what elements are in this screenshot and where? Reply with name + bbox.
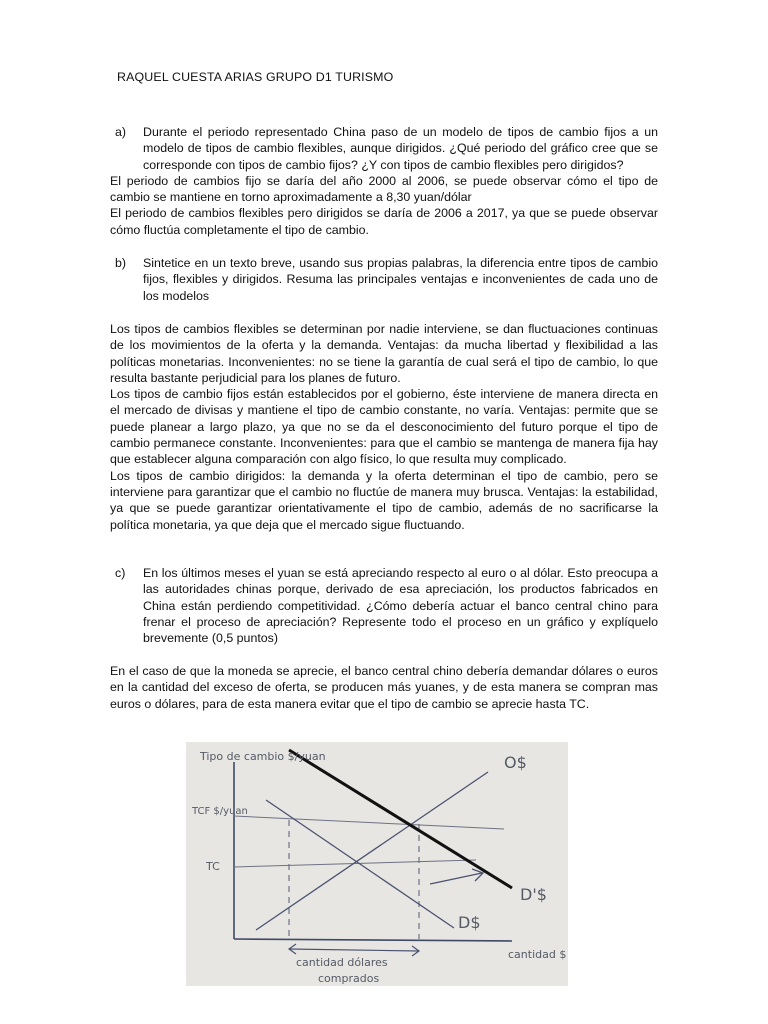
question-a <box>110 124 658 173</box>
answer-a-paragraph-2: El periodo de cambios flexibles pero dirigidos se daría de 2006 a 2017, ya que se puede observar cómo fluctúa completamente el tipo de cambio. <box>110 206 658 237</box>
demand-new-label: D'$ <box>520 885 547 904</box>
question-c <box>110 565 658 646</box>
section-a <box>110 124 658 238</box>
bracket-label-line-1: cantidad dólares <box>296 956 388 969</box>
section-c-answer <box>110 663 658 712</box>
x-axis-label: cantidad $ <box>508 948 567 961</box>
demand-label: D$ <box>458 913 481 932</box>
shift-arrow <box>430 873 482 884</box>
supply-label: O$ <box>504 753 527 772</box>
demand-curve <box>266 800 454 928</box>
question-b-marker: b) <box>115 256 127 270</box>
tcf-line <box>234 816 504 829</box>
demand-curve-new <box>289 750 512 888</box>
hand-drawn-graph-photo <box>186 742 568 986</box>
answer-b-paragraph-1: Los tipos de cambios flexibles se determinan por nadie interviene, se dan fluctuaciones continuas de los movimientos de la oferta y la demanda. Ventajas: da mucha libertad y flexibilidad a las políticas monetarias. Inconvenientes: no se tiene la garantía de cual será el tipo de cambio, lo que resulta bastante perjudicial para los planes de futuro. <box>110 322 658 385</box>
answer-a-paragraph-1: El periodo de cambios fijo se daría del año 2000 al 2006, se puede observar cómo el tipo de cambio se mantiene en torno aproximadamente a 8,30 yuan/dólar <box>110 173 658 205</box>
bracket-label-line-2: comprados <box>318 972 380 985</box>
y-axis-label: Tipo de cambio $/yuan <box>200 750 326 763</box>
supply-demand-sketch <box>186 742 568 986</box>
bracket-arrow <box>289 949 419 951</box>
section-c <box>110 565 658 646</box>
question-c-text: En los últimos meses el yuan se está apreciando respecto al euro o al dólar. Esto preocupa a las autoridades chinas porque, derivado de esa apreciación, los productos fabricados en China están perdiendo competitividad. ¿Cómo debería actuar el banco central chino para frenar el proceso de apreciación? Represente todo el proceso en un gráfico y explíquelo brevemente (0,5 puntos) <box>143 566 658 646</box>
answer-b-paragraph-2: Los tipos de cambio fijos están establecidos por el gobierno, éste interviene de manera directa en el mercado de divisas y mantiene el tipo de cambio constante, no varía. Ventajas: permite que se puede planear a largo plazo, ya que no se da el desconocimiento del futuro porque el tipo de cambio permanece constante. Inconvenientes: para que el cambio se mantenga de manera fija hay que establecer alguna comparación con algo físico, lo que resulta muy complicado. <box>110 387 658 467</box>
tc-label: TC <box>206 860 220 873</box>
tcf-label: TCF $/yuan <box>192 806 248 817</box>
question-a-text: Durante el periodo representado China paso de un modelo de tipos de cambio fijos a un modelo de tipos de cambio flexibles, aunque dirigidos. ¿Qué periodo del gráfico cree que se corresponde con tipos de cambio fijos? ¿Y con tipos de cambio flexibles pero dirigidos? <box>143 125 658 172</box>
section-b <box>110 255 658 304</box>
question-b-text: Sintetice en un texto breve, usando sus propias palabras, la diferencia entre tipos de cambio fijos, flexibles y dirigidos. Resuma las principales ventajas e inconvenientes de cada uno de los modelos <box>143 256 658 303</box>
answer-c-paragraph: En el caso de que la moneda se aprecie, el banco central chino debería demandar dólares o euros en la cantidad del exceso de oferta, se producen más yuanes, y de esta manera se compran mas euros o dólares, para de esta manera evitar que el tipo de cambio se aprecie hasta TC. <box>110 664 658 711</box>
question-a-marker: a) <box>115 125 127 139</box>
document-title: RAQUEL CUESTA ARIAS GRUPO D1 TURISMO <box>117 70 394 84</box>
answer-b-paragraph-3: Los tipos de cambio dirigidos: la demanda y la oferta determinan el tipo de cambio, pero se interviene para garantizar que el cambio no fluctúe de manera muy brusca. Ventajas: la estabilidad, ya que se puede garantizar orientativamente el tipo de cambio, además de no sacrificarse la política monetaria, ya que deja que el mercado sigue fluctuando. <box>110 468 658 532</box>
question-b <box>110 255 658 304</box>
section-b-answer <box>110 321 658 533</box>
question-c-marker: c) <box>115 566 126 580</box>
x-axis <box>234 939 512 941</box>
